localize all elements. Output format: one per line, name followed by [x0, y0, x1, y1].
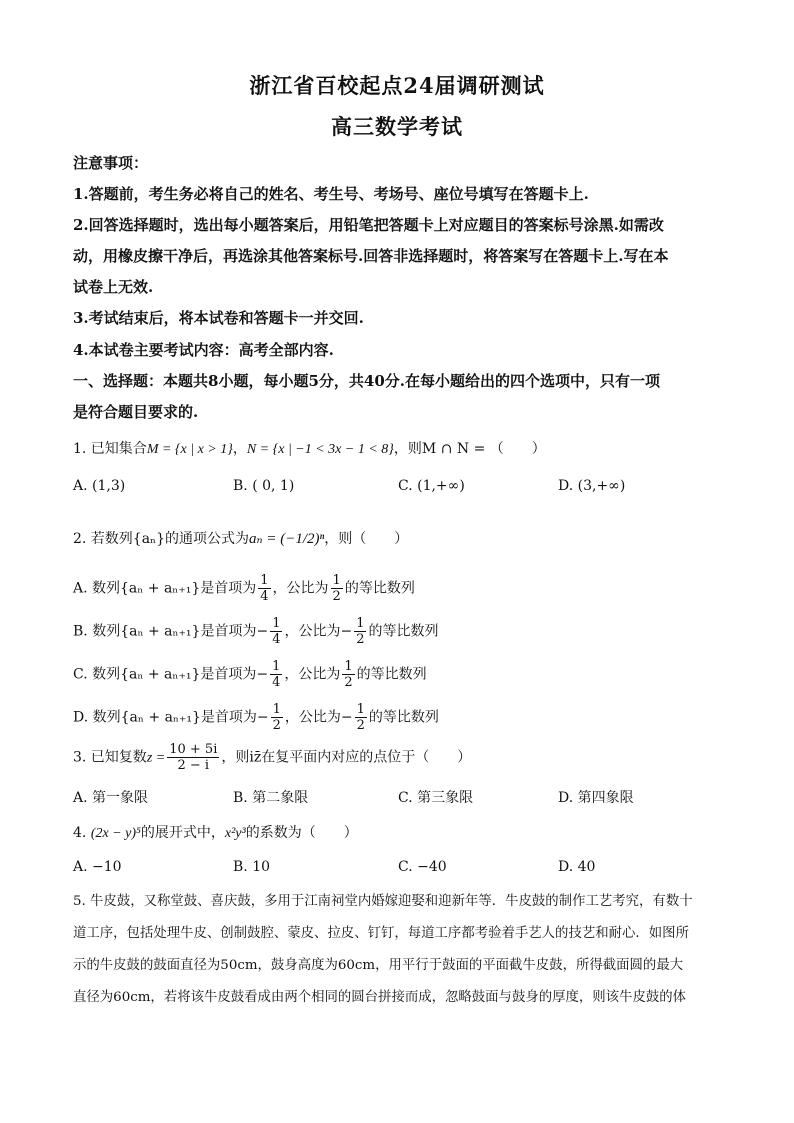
q1-set-m: M = {x | x > 1}: [146, 442, 233, 457]
exam-subtitle: 高三数学考试: [331, 114, 463, 139]
q2-formula: aₙ = (−1/2)ⁿ: [249, 531, 325, 547]
q1-prefix: 1. 已知集合: [73, 441, 147, 457]
question-5-line-1: 5. 牛皮鼓，又称堂鼓、喜庆鼓，多用于江南祠堂内婚嫁迎娶和迎新年等．牛皮鼓的制作工艺考究，有数十: [73, 894, 693, 909]
q1-option-d: D. (3,+∞): [558, 478, 626, 494]
q3-option-c: C. 第三象限: [398, 790, 474, 806]
q4-option-b: B. 10: [233, 859, 271, 875]
question-5-line-3: 示的牛皮鼓的鼓面直径为50cm，鼓身高度为60cm，用平行于鼓面的平面截牛皮鼓，所得截面圆的最大: [73, 958, 684, 973]
question-1: 1. 已知集合M = {x | x > 1}，N = {x | −1 < 3x − 1 < 8}，则M ∩ N = （ ）: [73, 441, 546, 457]
q1-option-a: A. (1,3): [73, 478, 126, 494]
notice-item-2-line-3: 试卷上无效.: [73, 278, 154, 296]
question-5-line-4: 直径为60cm，若将该牛皮鼓看成由两个相同的圆台拼接而成，忽略鼓面与鼓身的厚度，则该牛皮鼓的体: [73, 990, 687, 1005]
q1-option-c: C. (1,+∞): [398, 478, 465, 494]
q2-suffix: ，则（ ）: [324, 531, 409, 547]
q3-option-a: A. 第一象限: [73, 790, 149, 806]
q1-set-n: N = {x | −1 < 3x − 1 < 8}: [246, 442, 394, 457]
notice-heading: 注意事项：: [73, 154, 149, 172]
q3-option-d: D. 第四象限: [558, 790, 634, 806]
notice-item-1: 1.答题前，考生务必将自己的姓名、考生号、考场号、座位号填写在答题卡上.: [73, 185, 589, 203]
q2-option-c: C. 数列{aₙ + aₙ₊₁}是首项为− $\frac{1}{4}$ ，公比为 $\frac{1}{2}$ 的等比数列: [73, 659, 427, 690]
question-3: 3. 已知复数z = $\frac{10 + 5i}{2 - i}$ ，则iz̄在复平面内对应的点位于（ ）: [73, 742, 472, 773]
q1-suffix: ，则M ∩ N = （ ）: [393, 441, 546, 457]
q2-option-b: B. 数列{aₙ + aₙ₊₁}是首项为− $\frac{1}{4}$ ，公比为− $\frac{1}{2}$ 的等比数列: [73, 616, 439, 647]
q3-option-b: B. 第二象限: [233, 790, 309, 806]
q4-option-c: C. −40: [398, 859, 447, 875]
q2-prefix: 2. 若数列{aₙ}的通项公式为: [73, 531, 250, 547]
q1-option-b: B. ( 0, 1): [233, 478, 295, 494]
notice-item-2-line-2: 动，用橡皮擦干净后，再选涂其他答案标号.回答非选择题时，将答案写在答题卡上.写在本: [73, 247, 669, 265]
question-5-line-2: 道工序，包括处理牛皮、创制鼓腔、蒙皮、拉皮、钉钉，每道工序都考验着手艺人的技艺和耐心．如图所: [73, 926, 689, 941]
q2-option-a: A. 数列{aₙ + aₙ₊₁}是首项为 $\frac{1}{4}$ ，公比为 $\frac{1}{2}$ 的等比数列: [73, 573, 415, 604]
q2-option-d: D. 数列{aₙ + aₙ₊₁}是首项为− $\frac{1}{2}$ ，公比为− $\frac{1}{2}$ 的等比数列: [73, 702, 439, 733]
question-4: 4. (2x − y)⁵的展开式中，x²y³的系数为（ ）: [73, 825, 358, 841]
section-1-heading-line-1: 一、选择题：本题共8小题，每小题5分，共40分.在每小题给出的四个选项中，只有一项: [73, 372, 660, 390]
notice-item-4: 4.本试卷主要考试内容：高考全部内容.: [73, 341, 334, 359]
section-1-heading-line-2: 是符合题目要求的.: [73, 403, 199, 421]
q4-option-d: D. 40: [558, 859, 596, 875]
notice-item-2-line-1: 2.回答选择题时，选出每小题答案后，用铅笔把答题卡上对应题目的答案标号涂黑.如需改: [73, 216, 664, 234]
question-2: [73, 528, 723, 548]
notice-item-3: 3.考试结束后，将本试卷和答题卡一并交回.: [73, 309, 364, 327]
q4-option-a: A. −10: [73, 859, 122, 875]
exam-title: 浙江省百校起点24届调研测试: [249, 73, 545, 98]
